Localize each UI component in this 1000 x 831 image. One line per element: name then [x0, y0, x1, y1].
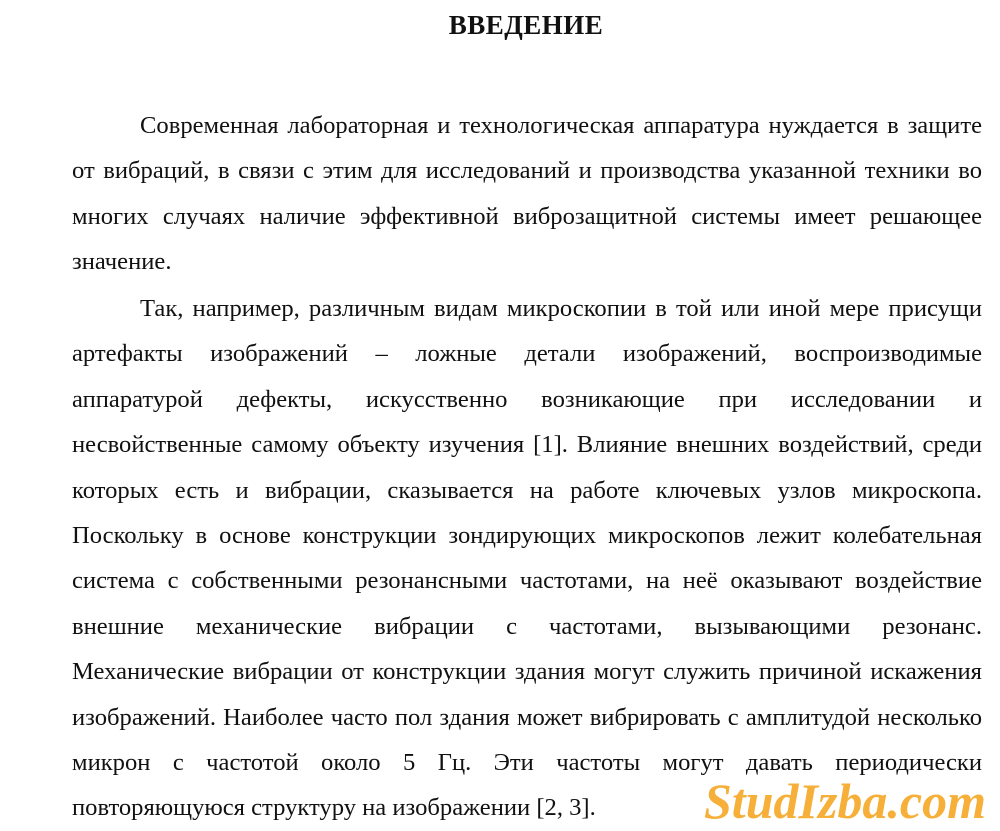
document-title: ВВЕДЕНИЕ — [448, 10, 604, 40]
studizba-watermark-logo — [700, 768, 990, 828]
paragraph-1: Современная лабораторная и технологическая аппаратура нуждается в защите от вибраций, в связи с этим для исследований и производства указанной техники во многих случаях наличие эффективной виброзащитной системы имеет решающее значение. — [72, 112, 982, 276]
paragraph-2: Так, например, различным видам микроскопии в той или иной мере присущи артефакты изображений – ложные детали изображений, воспроизводимые аппаратурой дефекты, искусственно возникающие при исследовании и несвойственные самому объекту изучения [1]. Влияние внешних воздействий, среди которых есть и вибрации, сказывается на работе ключевых узлов микроскопа. Поскольку в основе конструкции зондирующих микроскопов лежит колебательная система с собственными резонансными частотами, на неё оказывают воздействие внешние механические вибрации с частотами, вызывающими резонанс. Механические вибрации от конструкции здания могут служить причиной искажения изображений. Наиболее часто пол здания может вибрировать с амплитудой несколько микрон с частотой около 5 Гц. Эти частоты могут давать периодически повторяющуюся структуру на изображении [2, 3]. — [72, 295, 982, 822]
svg-text:StudIzba.com: StudIzba.com — [704, 773, 987, 828]
